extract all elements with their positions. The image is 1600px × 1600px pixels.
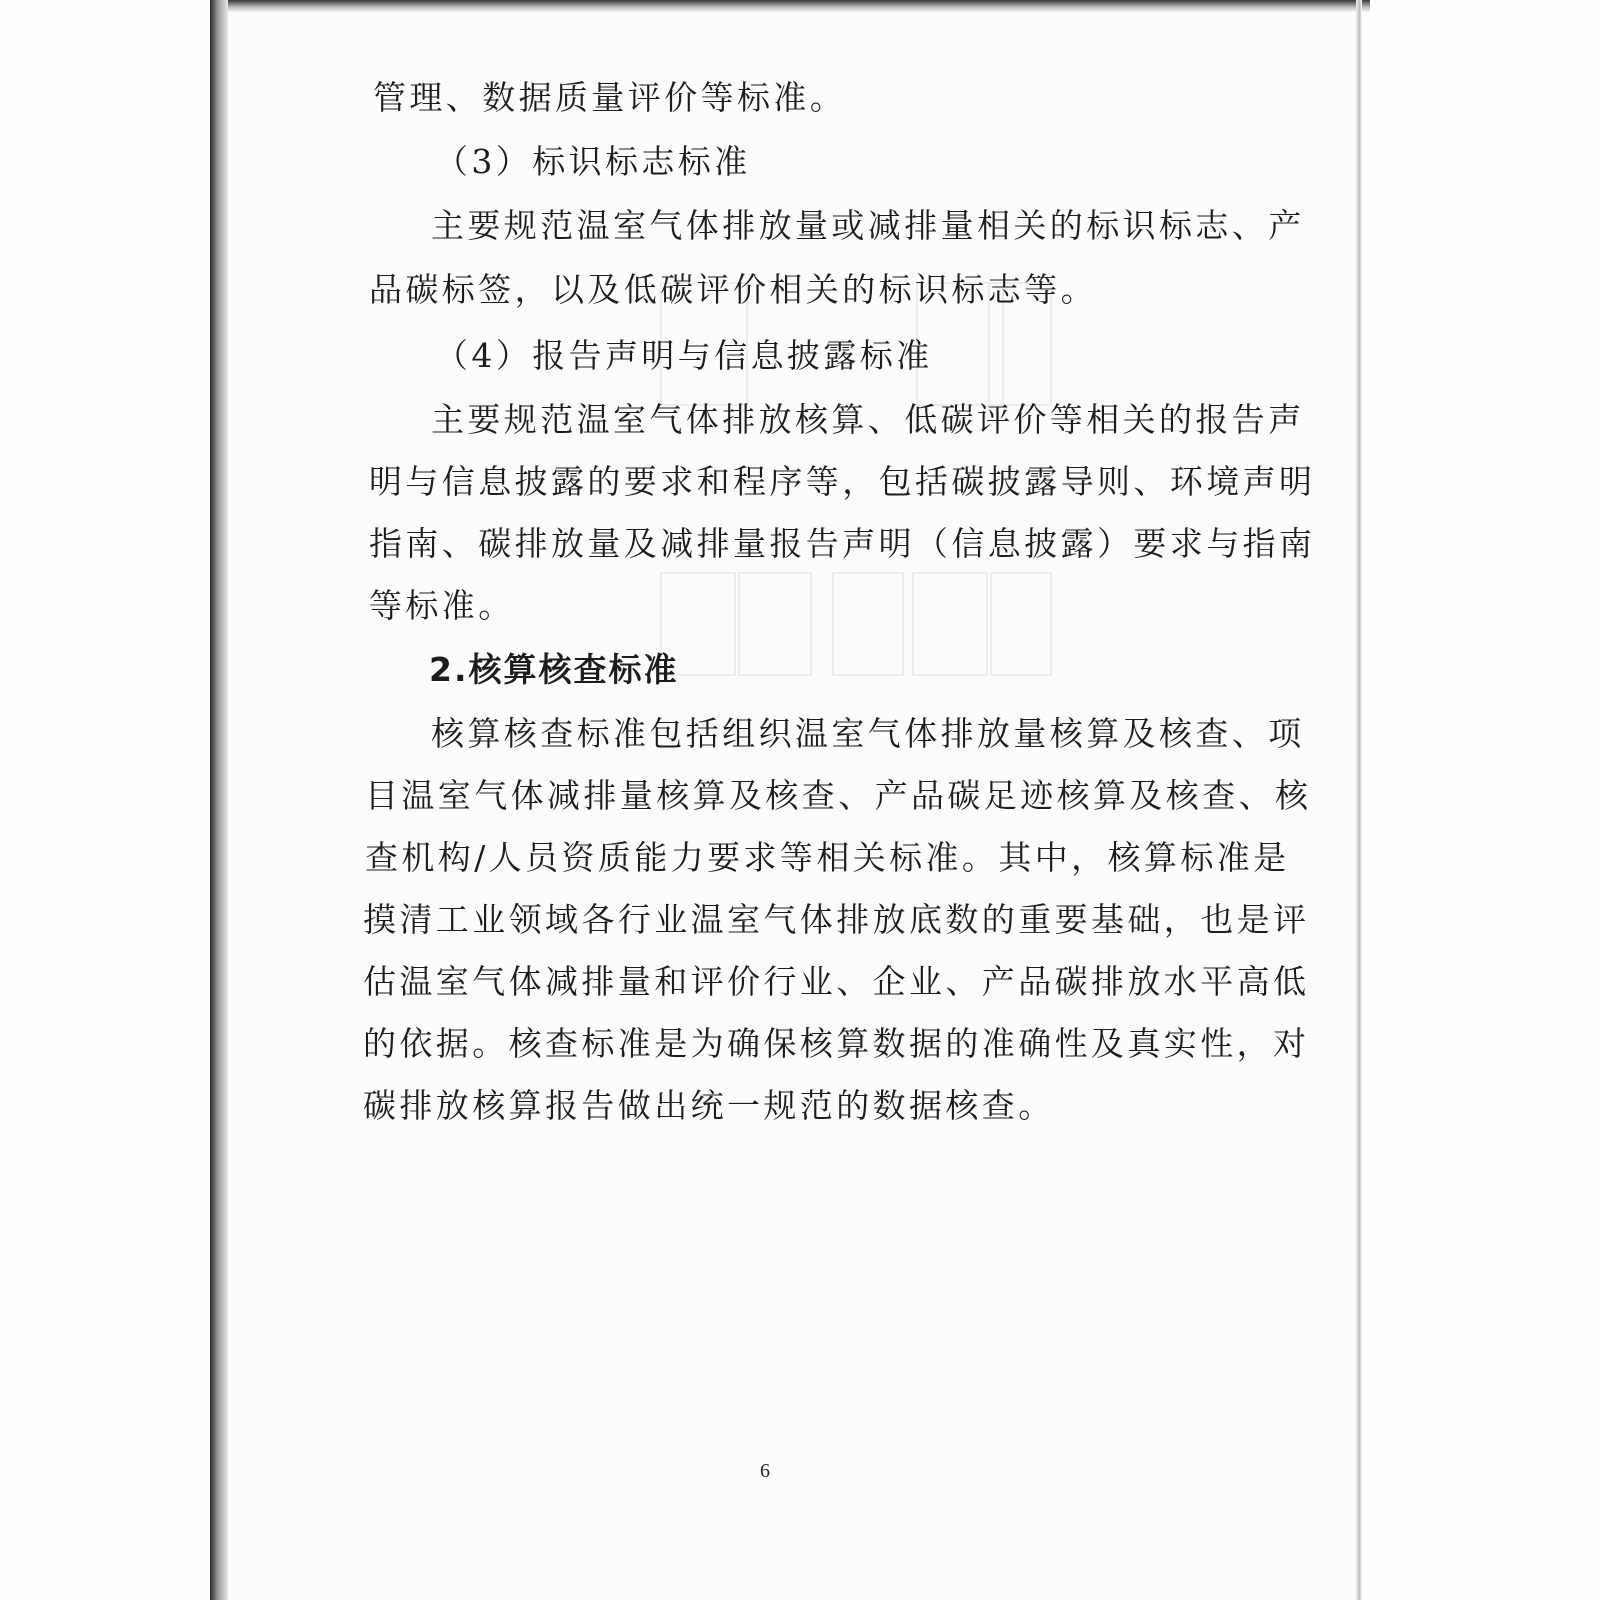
paragraph-line: 查机构/人员资质能力要求等相关标准。其中，核算标准是 — [365, 838, 1290, 877]
paragraph-line: 明与信息披露的要求和程序等，包括碳披露导则、环境声明 — [369, 462, 1316, 501]
paragraph-line: 主要规范温室气体排放核算、低碳评价等相关的报告声 — [431, 400, 1305, 439]
scan-left-edge-shadow — [210, 0, 228, 1600]
paragraph-line: 等标准。 — [369, 586, 515, 625]
paragraph-line: 估温室气体减排量和评价行业、企业、产品碳排放水平高低 — [363, 962, 1310, 1001]
scan-top-edge-shadow — [210, 0, 1370, 12]
scan-right-edge-shadow — [1356, 0, 1362, 1600]
show-through-box — [912, 572, 988, 676]
paragraph-line: 的依据。核查标准是为确保核算数据的准确性及真实性，对 — [363, 1024, 1310, 1063]
show-through-box — [990, 572, 1052, 676]
page-number: 6 — [760, 1460, 770, 1482]
paragraph-line: 主要规范温室气体排放量或减排量相关的标识标志、产 — [431, 206, 1305, 245]
paragraph-line: 摸清工业领域各行业温室气体排放底数的重要基础，也是评 — [363, 900, 1310, 939]
section-heading: 2.核算核查标准 — [429, 650, 679, 689]
show-through-box — [738, 572, 812, 676]
subheading-4: （4）报告声明与信息披露标准 — [435, 336, 933, 375]
paragraph-line: 管理、数据质量评价等标准。 — [373, 78, 847, 117]
paragraph-line: 碳排放核算报告做出统一规范的数据核查。 — [363, 1086, 1055, 1125]
paragraph-line: 指南、碳排放量及减排量报告声明（信息披露）要求与指南 — [369, 524, 1316, 563]
subheading-3: （3）标识标志标准 — [435, 142, 751, 181]
paragraph-line: 核算核查标准包括组织温室气体排放量核算及核查、项 — [431, 714, 1305, 753]
paragraph-line: 目温室气体减排量核算及核查、产品碳足迹核算及核查、核 — [365, 776, 1312, 815]
show-through-box — [832, 572, 904, 676]
paragraph-line: 品碳标签，以及低碳评价相关的标识标志等。 — [369, 270, 1097, 309]
